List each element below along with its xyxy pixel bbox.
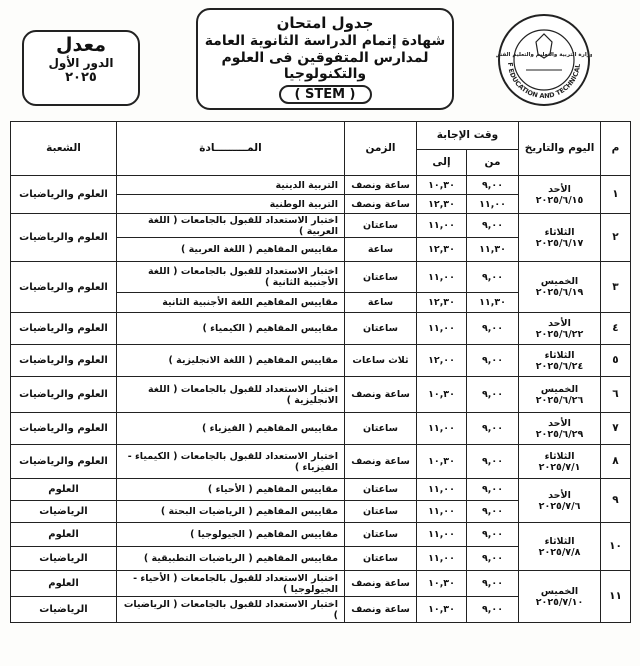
time-from: ٩,٠٠ [467, 523, 519, 547]
row-num: ٥ [601, 345, 631, 377]
duration: ساعة [345, 238, 417, 262]
header [0, 0, 640, 116]
header-duration: الزمن [345, 122, 417, 176]
track: العلوم والرياضيات [11, 214, 117, 262]
row-num: ٦ [601, 377, 631, 413]
subject: مقاييس المفاهيم ( الرياضيات البحتة ) [117, 501, 345, 523]
duration: ساعة ونصف [345, 445, 417, 479]
duration: ساعتان [345, 501, 417, 523]
rate-title: معدل [56, 34, 106, 56]
header-answer-time: وقت الإجابة [417, 122, 519, 150]
exam-title-box [196, 8, 454, 110]
table-row [11, 313, 631, 345]
row-num: ٧ [601, 413, 631, 445]
time-from: ٩,٠٠ [467, 176, 519, 195]
logo-text-ar: وزارة التربية والتعليم والتعليم الفني [496, 52, 592, 58]
exam-date: ٢٠٢٥/٦/٢٦ [535, 394, 584, 406]
day-date-cell [519, 176, 601, 214]
table-row [11, 345, 631, 377]
track: العلوم والرياضيات [11, 413, 117, 445]
day-name: الأحد [548, 417, 571, 429]
subject: التربية الوطنية [117, 195, 345, 214]
title-line-2: شهادة إتمام الدراسة الثانوية العامة [204, 33, 446, 49]
time-to: ١٠,٣٠ [417, 445, 467, 479]
stem-label: ( STEM ) [279, 85, 372, 104]
time-from: ٩,٠٠ [467, 413, 519, 445]
day-date-cell [519, 214, 601, 262]
time-from: ٩,٠٠ [467, 313, 519, 345]
day-name: الخميس [540, 276, 579, 287]
duration: ساعتان [345, 214, 417, 238]
time-to: ١٠,٣٠ [417, 597, 467, 623]
day-date-cell [519, 413, 601, 445]
track: العلوم والرياضيات [11, 345, 117, 377]
header-subject: المـــــــــادة [117, 122, 345, 176]
subject: مقاييس المفاهيم ( الجيولوجيا ) [117, 523, 345, 547]
header-day-date: اليوم والتاريخ [519, 122, 601, 176]
table-row [11, 523, 631, 547]
subject: مقاييس المفاهيم اللغة الأجنبية الثانية [117, 293, 345, 313]
time-from: ٩,٠٠ [467, 479, 519, 501]
day-date-cell [519, 523, 601, 571]
time-from: ٩,٠٠ [467, 445, 519, 479]
time-to: ١٢,٣٠ [417, 238, 467, 262]
day-date-cell [519, 445, 601, 479]
day-date-cell [519, 571, 601, 623]
exam-date: ٢٠٢٥/٧/١ [538, 461, 581, 473]
exam-date: ٢٠٢٥/٦/٢٤ [535, 360, 584, 372]
duration: ساعة ونصف [345, 176, 417, 195]
subject: اختبار الاستعداد للقبول بالجامعات ( الرياضيات ) [117, 597, 345, 623]
row-num: ١ [601, 176, 631, 214]
exam-date: ٢٠٢٥/٧/٦ [538, 500, 581, 512]
time-from: ٩,٠٠ [467, 262, 519, 293]
table-row [11, 571, 631, 597]
exam-date: ٢٠٢٥/٦/٢٢ [535, 328, 584, 340]
table-row [11, 214, 631, 238]
time-from: ٩,٠٠ [467, 214, 519, 238]
exam-date: ٢٠٢٥/٧/٨ [538, 546, 581, 558]
day-date-cell [519, 313, 601, 345]
day-name: الأحد [548, 489, 571, 501]
time-from: ٩,٠٠ [467, 345, 519, 377]
time-to: ١٢,٠٠ [417, 345, 467, 377]
time-from: ٩,٠٠ [467, 377, 519, 413]
exam-year: ٢٠٢٥ [65, 70, 97, 85]
duration: ساعتان [345, 523, 417, 547]
duration: ساعتان [345, 547, 417, 571]
table-row [11, 413, 631, 445]
day-date-cell [519, 479, 601, 523]
exam-date: ٢٠٢٥/٦/١٧ [535, 237, 584, 249]
header-track: الشعبة [11, 122, 117, 176]
track: العلوم والرياضيات [11, 262, 117, 313]
day-date-cell [519, 262, 601, 313]
day-name: الأحد [548, 183, 571, 195]
duration: ساعتان [345, 262, 417, 293]
subject: اختبار الاستعداد للقبول بالجامعات ( اللغة الأجنبية الثانية ) [117, 262, 345, 293]
subject: اختبار الاستعداد للقبول بالجامعات ( الأحياء - الجيولوجيا ) [117, 571, 345, 597]
subject: مقاييس المفاهيم ( اللغة العربية ) [117, 238, 345, 262]
row-num: ٤ [601, 313, 631, 345]
row-num: ٢ [601, 214, 631, 262]
header-to: إلى [417, 150, 467, 176]
track: الرياضيات [11, 501, 117, 523]
time-to: ١١,٠٠ [417, 262, 467, 293]
day-date-cell [519, 377, 601, 413]
time-from: ١١,٣٠ [467, 238, 519, 262]
subject: مقاييس المفاهيم ( اللغة الانجليزية ) [117, 345, 345, 377]
title-line-1: جدول امتحان [276, 14, 374, 32]
track: العلوم [11, 523, 117, 547]
track: العلوم [11, 479, 117, 501]
time-to: ١١,٠٠ [417, 214, 467, 238]
day-name: الثلاثاء [544, 535, 575, 547]
rate-box [22, 30, 140, 106]
time-to: ١١,٠٠ [417, 479, 467, 501]
day-name: الثلاثاء [544, 226, 575, 238]
time-from: ٩,٠٠ [467, 571, 519, 597]
duration: ساعتان [345, 479, 417, 501]
subject: اختبار الاستعداد للقبول بالجامعات ( اللغة الانجليزية ) [117, 377, 345, 413]
table-row [11, 262, 631, 293]
subject: مقاييس المفاهيم ( الكيمياء ) [117, 313, 345, 345]
duration: ساعة ونصف [345, 377, 417, 413]
exam-schedule-table [10, 121, 631, 623]
day-date-cell [519, 345, 601, 377]
row-num: ٣ [601, 262, 631, 313]
duration: ساعتان [345, 413, 417, 445]
header-from: من [467, 150, 519, 176]
track: الرياضيات [11, 547, 117, 571]
track: العلوم والرياضيات [11, 313, 117, 345]
table-row [11, 445, 631, 479]
track: العلوم والرياضيات [11, 176, 117, 214]
subject: مقاييس المفاهيم ( الأحياء ) [117, 479, 345, 501]
subject: التربية الدينية [117, 176, 345, 195]
day-name: الثلاثاء [544, 349, 575, 361]
table-row [11, 377, 631, 413]
duration: ساعة ونصف [345, 571, 417, 597]
track: العلوم والرياضيات [11, 445, 117, 479]
time-to: ١١,٠٠ [417, 313, 467, 345]
duration: ثلاث ساعات [345, 345, 417, 377]
duration: ساعتان [345, 313, 417, 345]
time-to: ١١,٠٠ [417, 501, 467, 523]
subject: اختبار الاستعداد للقبول بالجامعات ( اللغة العربية ) [117, 214, 345, 238]
ministry-logo [496, 12, 592, 108]
time-to: ١٠,٣٠ [417, 571, 467, 597]
time-from: ١١,٠٠ [467, 195, 519, 214]
time-to: ١١,٠٠ [417, 547, 467, 571]
time-to: ١١,٠٠ [417, 523, 467, 547]
day-name: الخميس [540, 585, 579, 597]
exam-date: ٢٠٢٥/٧/١٠ [535, 596, 584, 608]
track: العلوم والرياضيات [11, 377, 117, 413]
track: الرياضيات [11, 597, 117, 623]
title-line-3: لمدارس المتفوقين فى العلوم والتكنولوجيا [221, 50, 429, 82]
time-from: ٩,٠٠ [467, 501, 519, 523]
row-num: ٨ [601, 445, 631, 479]
header-num: م [601, 122, 631, 176]
time-to: ١٠,٣٠ [417, 176, 467, 195]
day-name: الثلاثاء [544, 450, 575, 462]
exam-date: ٢٠٢٥/٦/١٥ [535, 194, 584, 206]
table-row [11, 176, 631, 195]
exam-round: الدور الأول [48, 56, 114, 70]
track: العلوم [11, 571, 117, 597]
day-name: الخميس [540, 383, 579, 395]
subject: اختبار الاستعداد للقبول بالجامعات ( الكيمياء - الفيزياء ) [117, 445, 345, 479]
duration: ساعة ونصف [345, 195, 417, 214]
time-from: ٩,٠٠ [467, 597, 519, 623]
duration: ساعة ونصف [345, 597, 417, 623]
row-num: ١١ [601, 571, 631, 623]
day-name: الأحد [548, 317, 571, 329]
table-row [11, 479, 631, 501]
subject: مقاييس المفاهيم ( الرياضيات التطبيقية ) [117, 547, 345, 571]
time-from: ١١,٣٠ [467, 293, 519, 313]
time-to: ١٢,٣٠ [417, 195, 467, 214]
time-to: ١١,٠٠ [417, 413, 467, 445]
time-to: ١٢,٣٠ [417, 293, 467, 313]
duration: ساعة [345, 293, 417, 313]
exam-date: ٢٠٢٥/٦/١٩ [535, 287, 584, 298]
time-from: ٩,٠٠ [467, 547, 519, 571]
time-to: ١٠,٣٠ [417, 377, 467, 413]
subject: مقاييس المفاهيم ( الفيزياء ) [117, 413, 345, 445]
exam-date: ٢٠٢٥/٦/٢٩ [535, 428, 584, 440]
logo-text-en: F EDUCATION AND TECHNICAL [505, 61, 582, 101]
row-num: ٩ [601, 479, 631, 523]
row-num: ١٠ [601, 523, 631, 571]
